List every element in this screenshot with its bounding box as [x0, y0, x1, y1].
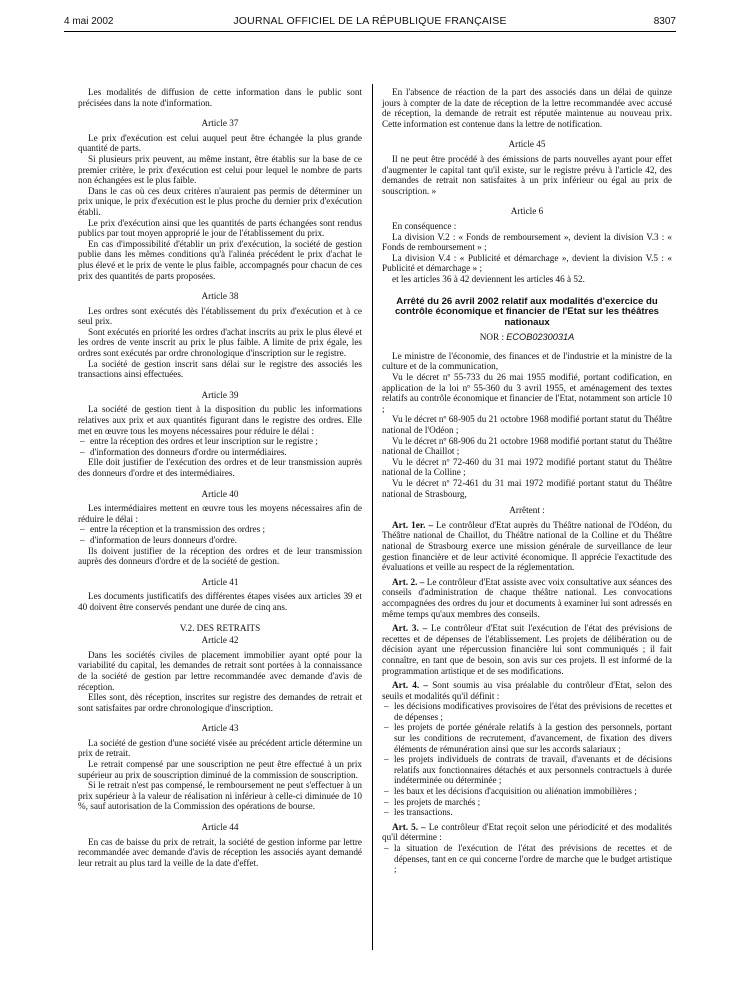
arretent-heading: Arrêtent : [509, 505, 545, 516]
article-text: Le contrôleur d'Etat assiste avec voix consultative aux séances des conseils d'administration de chaque théâtre national. Les convocations accompagnées des ordres du jour et documents à examiner lui sont adressés en même temps qu'aux membres des conseils. [382, 576, 672, 619]
right-column [382, 87, 672, 875]
left-column [78, 87, 362, 868]
article-heading: Article 44 [201, 822, 239, 833]
paragraph: Ils doivent justifier de la réception des ordres et de leur transmission auprès des donneurs d'ordre et de la société de gestion. [78, 545, 362, 567]
decree-title: Arrêté du 26 avril 2002 relatif aux modalités d'exercice du contrôle économique et financier de l'Etat sur les théâtres nationaux [394, 295, 660, 328]
paragraph: La société de gestion tient à la disposition du public les informations relatives aux prix et aux quantités figurant dans le registre des ordres. Elle met en œuvre tous les moyens nécessaires pour réduire le délai : [78, 404, 362, 436]
article-heading: Article 38 [201, 291, 239, 302]
paragraph: Le ministre de l'économie, des finances et de l'industrie et la ministre de la culture et de la communication, [382, 350, 672, 372]
article-3 [382, 623, 672, 676]
page-header [64, 14, 676, 30]
list-item: – les projets de marchés ; [382, 797, 672, 808]
paragraph: Les ordres sont exécutés dès l'établissement du prix d'exécution et à ce seul prix. [78, 305, 362, 327]
paragraph: Sont exécutés en priorité les ordres d'achat inscrits au prix le plus élevé et les ordres de vente inscrit au prix le plus faible. A limite de prix égale, les ordres sont exécutés par ordre chronologique d'inscription sur le registre. [78, 326, 362, 359]
article-label: Art. 1er. – [392, 519, 434, 530]
paragraph: et les articles 36 à 42 deviennent les articles 46 à 52. [392, 273, 585, 284]
paragraph: Elle doit justifier de l'exécution des ordres et de leur transmission auprès des donneurs d'ordre et des intermédiaires. [78, 457, 362, 478]
paragraph: En cas d'impossibilité d'établir un prix d'exécution, la société de gestion publie dans les mêmes conditions qu'à l'alinéa précédent le prix d'achat le plus élevé et le prix de vente le plus faible, accompagnés pour chacun de ces prix des quantités de parts proposées. [78, 238, 362, 281]
list-item: – les transactions. [382, 807, 672, 818]
paragraph: Vu le décret nº 68-906 du 21 octobre 1968 modifié portant statut du Théâtre national de Chaillot ; [382, 435, 672, 457]
list-item: – entre la réception des ordres et leur inscription sur le registre ; [78, 436, 362, 447]
article-4 [382, 680, 672, 701]
list-item: – entre la réception et la transmission des ordres ; [78, 524, 362, 535]
paragraph: Le prix d'exécution est celui auquel peut être échangée la plus grande quantité de parts. [78, 132, 362, 154]
article-heading: Article 43 [201, 723, 239, 734]
section-heading: V.2. DES RETRAITS [179, 622, 261, 633]
paragraph: Si plusieurs prix peuvent, au même instant, être établis sur la base de ce premier critère, le prix d'exécution est celui pour lequel le nombre de parts non échangées est le plus faible. [78, 153, 362, 186]
paragraph: Elles sont, dès réception, inscrites sur registre des demandes de retrait et sont satisfaites par ordre chronologique d'inscription. [78, 692, 362, 713]
article-label: Art. 5. – [392, 821, 426, 832]
nor-label: NOR : [479, 332, 504, 343]
article-text: Sont soumis au visa préalable du contrôleur d'Etat, selon des seuils et modalités qu'il définit : [382, 680, 672, 701]
paragraph: Il ne peut être procédé à des émissions de parts nouvelles ayant pour effet d'augmenter le capital tant qu'il existe, sur le registre prévu à l'article 42, des demandes de retrait non satisfaites à un prix inférieur ou égal au prix de souscription. » [382, 153, 672, 196]
paragraph: Les documents justificatifs des différentes étapes visées aux articles 39 et 40 doivent être conservés pendant une durée de cinq ans. [78, 591, 362, 612]
header-rule [64, 31, 676, 32]
header-date: 4 mai 2002 [64, 16, 114, 27]
article-heading: Article 41 [201, 576, 239, 587]
paragraph: Les intermédiaires mettent en œuvre tous les moyens nécessaires afin de réduire le délai : [78, 503, 362, 524]
paragraph: La société de gestion d'une société visée au précédent article détermine un prix de retrait. [78, 737, 362, 759]
journal-title: JOURNAL OFFICIEL DE LA RÉPUBLIQUE FRANÇAISE [233, 15, 507, 27]
article-heading: Article 6 [510, 206, 544, 217]
article-text: Le contrôleur d'Etat auprès du Théâtre national de l'Odéon, du Théâtre national de Chaillot, du Théâtre national de la Colline et du Théâtre national de Strasbourg exerce une mission générale de surveillance de leur gestion financière et de leur activité économique. Il apprécie l'exactitude des évaluations et veille au respect de la réglementation. [382, 519, 672, 573]
article-label: Art. 3. – [392, 623, 428, 634]
article-label: Art. 2. – [392, 576, 425, 587]
paragraph: Dans les sociétés civiles de placement immobilier ayant opté pour la variabilité du capital, les demandes de retrait sont portées à la connaissance de la société de gestion par lettre recommandée avec demande d'avis de réception. [78, 649, 362, 692]
nor-reference [382, 332, 672, 343]
page-number: 8307 [653, 16, 676, 27]
paragraph: Les modalités de diffusion de cette information dans le public sont précisées dans la note d'information. [78, 87, 362, 108]
paragraph: La division V.4 : « Publicité et démarchage », devient la division V.5 : « Publicité et démarchage » ; [382, 252, 672, 274]
paragraph: Dans le cas où ces deux critères n'auraient pas permis de déterminer un prix unique, le prix d'exécution est le plus proche du dernier prix d'exécution établi. [78, 185, 362, 217]
paragraph: Vu le décret nº 55-733 du 26 mai 1955 modifié, portant codification, en application de la loi nº 55-360 du 3 avril 1955, et aménagement des textes relatifs au contrôle économique et financier de l'Etat, notamment son article 10 ; [382, 372, 672, 414]
article-heading: Article 39 [201, 389, 239, 400]
article-heading: Article 40 [201, 488, 239, 499]
list-item: – les projets individuels de contrats de travail, d'avenants et de décisions relatifs aux fonctionnaires détachés et aux personnels contractuels à durée indéterminée ou déterminée ; [382, 754, 672, 786]
nor-code: ECOB0230031A [506, 332, 575, 343]
paragraph: La société de gestion inscrit sans délai sur le registre des associés les transactions ainsi effectuées. [78, 358, 362, 380]
paragraph: Vu le décret nº 68-905 du 21 octobre 1968 modifié portant statut du Théâtre national de l'Odéon ; [382, 414, 672, 436]
paragraph: Vu le décret nº 72-460 du 31 mai 1972 modifié portant statut du Théâtre national de la Colline ; [382, 456, 672, 478]
list-item: – d'information des donneurs d'ordre ou intermédiaires. [78, 447, 362, 458]
list-item: – les décisions modificatives provisoires de l'état des prévisions de recettes et de dépenses ; [382, 701, 672, 722]
paragraph: Le retrait compensé par une souscription ne peut être effectué à un prix supérieur au prix de souscription diminué de la commission de souscription. [78, 759, 362, 780]
list-item: – les projets de portée générale relatifs à la gestion des personnels, portant sur les conditions de recrutement, d'avancement, de fixation des divers éléments de rémunération ainsi que sur les accords salariaux ; [382, 722, 672, 754]
article-1 [382, 520, 672, 573]
article-label: Art. 4. – [392, 680, 428, 691]
list-item: – les baux et les décisions d'acquisition ou aliénation immobilières ; [382, 786, 672, 797]
column-divider [372, 84, 373, 950]
paragraph: En l'absence de réaction de la part des associés dans un délai de quinze jours à compter de la date de réception de la lettre recommandée avec accusé de réception, la demande de retrait est réputée maintenue au nouveau prix. Cette information est contenue dans la lettre de notification. [382, 87, 672, 129]
paragraph: Vu le décret nº 72-461 du 31 mai 1972 modifié portant statut du Théâtre national de Strasbourg, [382, 478, 672, 499]
article-text: Le contrôleur d'Etat suit l'exécution de l'état des prévisions de recettes et de dépenses de l'établissement. Les projets de délibération ou de décision ayant une répercussion financière lui sont communiqués ; il fait connaître, en tant que de besoin, son avis sur ces projets. Il est informé de la programmation artistique et de ses modifications. [382, 623, 673, 676]
article-text: Le contrôleur d'Etat reçoit selon une périodicité et des modalités qu'il détermine : [382, 821, 672, 843]
paragraph: En cas de baisse du prix de retrait, la société de gestion informe par lettre recommandée avec demande d'avis de réception les associés ayant demandé leur retrait au plus tard la veille de la date d'effet. [78, 836, 362, 868]
article-2 [382, 577, 672, 619]
article-heading: Article 45 [508, 139, 546, 150]
article-heading: Article 37 [201, 118, 239, 129]
list-item: – la situation de l'exécution de l'état des prévisions de recettes et de dépenses, tant en ce qui concerne l'ordre de marche que le budget artistique ; [382, 843, 672, 875]
paragraph: Le prix d'exécution ainsi que les quantités de parts échangées sont rendus publics par tout moyen approprié le jour de l'établissement du prix. [78, 217, 362, 239]
list-item: – d'information de leurs donneurs d'ordre. [78, 535, 362, 546]
article-5 [382, 822, 672, 843]
paragraph: La division V.2 : « Fonds de remboursement », devient la division V.3 : « Fonds de remboursement » ; [382, 231, 672, 253]
paragraph: En conséquence : [392, 220, 457, 231]
article-heading: Article 42 [201, 635, 239, 646]
paragraph: Si le retrait n'est pas compensé, le remboursement ne peut s'effectuer à un prix supérieur à la valeur de réalisation ni inférieur à celle-ci diminuée de 10 %, sauf autorisation de la Commission des opérations de bourse. [78, 780, 362, 812]
